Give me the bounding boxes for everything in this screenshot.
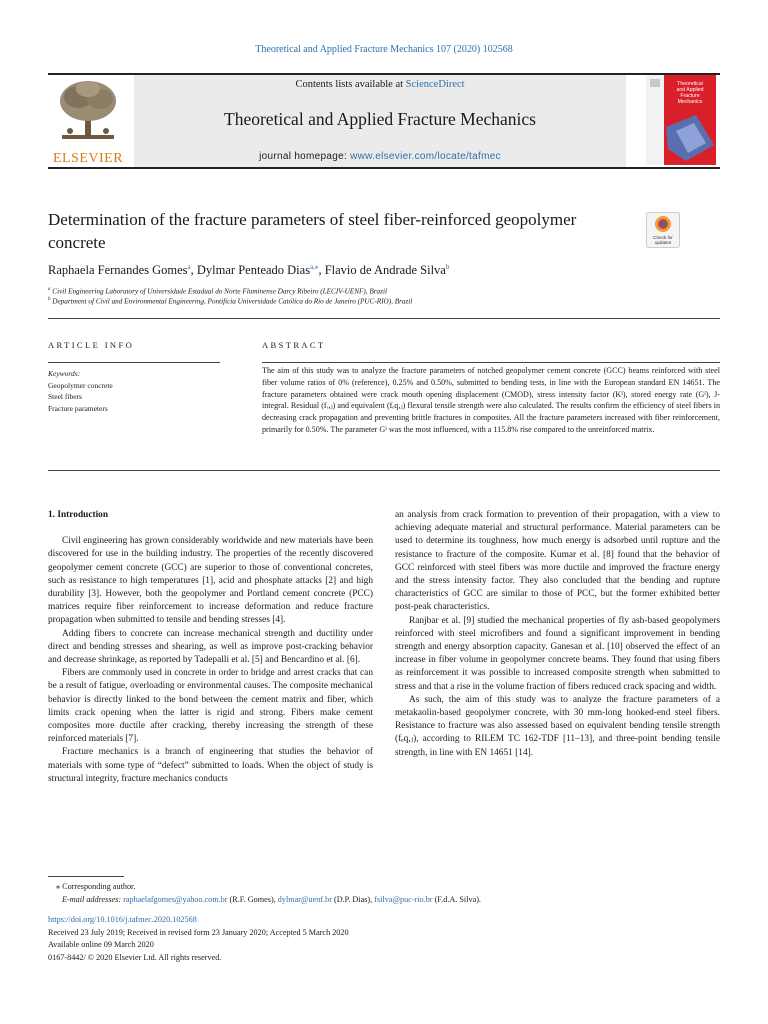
body-paragraph: Fibers are commonly used in concrete in order to bridge and arrest cracks that can be a result of fatigue, overloading or environmental causes. The composite mechanical behavior is directly linked to the bond between the cement matrix and fiber, which limits crack opening when the latter is rigid and strong. Fibers make cement composites more ductile after cracking, thereby increasing the strength of these reinforced materials [7]. [48,668,373,745]
body-column-right [395,509,720,760]
keyword-item: Steel fibers [48,392,82,401]
article-title: Determination of the fracture parameters of steel fiber-reinforced geopolymer concrete [48,210,577,252]
svg-text:Theoretical: Theoretical [677,81,703,87]
journal-cover-image [646,75,716,165]
keyword-item: Geopolymer concrete [48,380,113,390]
divider [48,470,720,471]
article-info-heading: ARTICLE INFO [48,340,135,350]
publication-info [48,914,720,964]
author-name: Flavio de Andrade Silva [324,263,446,278]
keywords-block [48,368,220,414]
body-column-left [48,509,373,786]
divider [48,362,220,363]
check-for-updates-badge[interactable] [646,212,680,248]
email-link[interactable]: fsilva@puc-rio.br [374,895,433,904]
email-owner: (R.F. Gomes), [227,895,278,904]
author-list: Raphaela Fernandes Gomes$^a$, Dylmar Penteado Dias$^{a,⁎}$, Flavio de Andrade Silva$^b$ [48,263,450,278]
abstract-text: The aim of this study was to analyze the fracture parameters of notched geopolymer cement concrete (GCC) beams reinforced with steel fiber volume ratios of 0% (reference), 0.25% and 0.50%, submitted to bending tests, in line with the European standard EN 14651. The fracture parameters obtained were crack mouth opening displacement (CMOD), stress intensity factor (Kᴵ), stored energy rate (Gᴵ), J-integral. Residual (fᵣ,ⱼ) and equivalent (fₑq,ⱼ) flexural tensile strength were also calculated. The results confirm the efficiency of steel fibers in decreasing crack propagation and preventing brittle fractures in composites. All the fracture parameters increased with fiber reinforcement, primarily for 0.50%. The parameter Gᴵ was the most influenced, with a 115.8% rise compared to the unreinforced matrix. [262,366,720,434]
email-label: E-mail addresses: [62,895,122,904]
author-name: Dylmar Penteado Dias [196,263,311,278]
author-name: Raphaela Fernandes Gomes [48,263,188,278]
svg-text:and Applied: and Applied [676,87,704,93]
footnotes [48,880,720,906]
doi-link[interactable]: https://doi.org/10.1016/j.tafmec.2020.102568 [48,915,197,924]
crossmark-icon [646,212,680,248]
affiliation-text: Civil Engineering Laboratory of Universidade Estadual do Norte Fluminense Darcy Ribeiro (LECIV-UENF), Brazil [52,287,387,296]
svg-text:Mechanics: Mechanics [677,99,703,105]
online-date: Available online 09 March 2020 [48,940,154,949]
email-owner: (F.d.A. Silva). [432,895,481,904]
contents-prefix: Contents lists available at [295,79,406,90]
email-addresses [48,893,720,906]
journal-reference[interactable]: Theoretical and Applied Fracture Mechanics 107 (2020) 102568 [255,44,513,55]
body-paragraph: Civil engineering has grown considerably worldwide and new materials have been discovered for use in the building industry. The properties of the recently discovered geopolymer cement concrete (GCC) are superior to those of conventional concretes, such as resistance to high temperatures [1], acid and phosphate attacks [2] and high durability [3]. However, both the geopolymer and Portland cement concrete (PCC) matrices require fiber reinforcement to increase deformation and reduce fracture propagation when submitted to tensile and bending stresses [4]. [48,536,373,626]
journal-homepage-line [134,151,626,162]
affiliation-marker: a [48,287,51,292]
body-paragraph: an analysis from crack formation to prevention of their propagation, with a view to achieving adequate material and structural performance. Material parameters can be used to determine its toughness, how much energy is adsorbed until rupture and the resistance to fracture of the composite. Kumar et al. [8] found that the behavior of GCC reinforced with steel fibers was more ductile and improved the fracture energy and the stress intensity factor. They also concluded that the bending and rupture characteristics of GCC are similar to those of PCC, but the former exhibited better post-peak characteristics. [395,510,720,613]
body-paragraph: Adding fibers to concrete can increase mechanical strength and ductility under direct and bending stresses and shearing, as well as improve post-cracking behavior and decrease shrinkage, as reported by Tadepalli et al. [5] and Bencardino et al. [6]. [48,628,373,666]
copyright-line: 0167-8442/ © 2020 Elsevier Ltd. All rights reserved. [48,952,222,962]
homepage-prefix: journal homepage: [259,151,351,162]
email-owner: (D.P. Dias), [331,895,375,904]
svg-text:updates: updates [654,240,672,245]
homepage-link[interactable]: www.elsevier.com/locate/tafmec [350,151,501,162]
author-affiliation-marker[interactable]: a [187,263,191,271]
keywords-label: Keywords: [48,369,81,378]
body-paragraph: Ranjbar et al. [9] studied the mechanical properties of fly ash-based geopolymers reinforced with steel microfibers and found a significant improvement in bending strength and energy absorption capacity. Ganesan et al. [10] observed the effect of an increase in fiber volume in geopolymer concrete beams. They found that using fibers as reinforcement it was possible to increased composite strength when submitted to stress and that a rise in the volume fraction of fibers reduced crack spacing and width. [395,615,720,692]
divider [262,362,720,363]
elsevier-logo [48,77,128,165]
body-paragraph: Fracture mechanics is a branch of engineering that studies the behavior of materials with some type of “defect” submitted to loads. When the object of study is structural integrity, fracture mechanics conducts [48,747,373,784]
body-paragraph: As such, the aim of this study was to analyze the fracture parameters of a metakaolin-based geopolymer concrete, with 30 mm-long hooked-end steel fibers. Resistance to fracture was also assessed based on equivalent bending tensile strength (fₑq,ⱼ), according to RILEM TC 162-TDF [11–13], and three-point bending tensile strength, in line with EN 14651 [14]. [395,694,720,758]
divider [48,318,720,319]
author-affiliation-marker[interactable]: a,⁎ [310,263,319,271]
contents-available-line [134,79,626,90]
affiliation-b [48,297,728,305]
elsevier-tree-icon [48,77,128,147]
journal-cover-icon [646,75,716,165]
affiliation-marker: b [48,297,51,302]
svg-text:Fracture: Fracture [680,93,700,99]
email-link[interactable]: dylmar@uenf.br [277,895,332,904]
svg-text:Check for: Check for [653,235,673,240]
footnote-rule [48,876,124,877]
section-heading: 1. Introduction [48,510,109,520]
author-affiliation-marker[interactable]: b [445,263,450,271]
sciencedirect-link[interactable]: ScienceDirect [405,79,465,90]
keyword-item: Fracture parameters [48,403,108,413]
header-center-panel [134,75,626,167]
journal-title: Theoretical and Applied Fracture Mechanics [224,109,536,129]
affiliation-a [48,287,728,295]
journal-header [48,73,720,169]
header-bottom-rule [48,167,720,169]
corresponding-author-note: ⁎ Corresponding author. [56,882,136,891]
abstract-heading: ABSTRACT [262,340,326,350]
elsevier-wordmark: ELSEVIER [52,151,124,166]
affiliation-text: Department of Civil and Environmental Engineering, Pontifícia Universidade Católica do Rio de Janeiro (PUC-RIO), Brazil [52,297,413,306]
received-dates: Received 23 July 2019; Received in revised form 23 January 2020; Accepted 5 March 2020 [48,927,349,937]
email-link[interactable]: raphaelafgomes@yahoo.com.br [123,895,228,904]
